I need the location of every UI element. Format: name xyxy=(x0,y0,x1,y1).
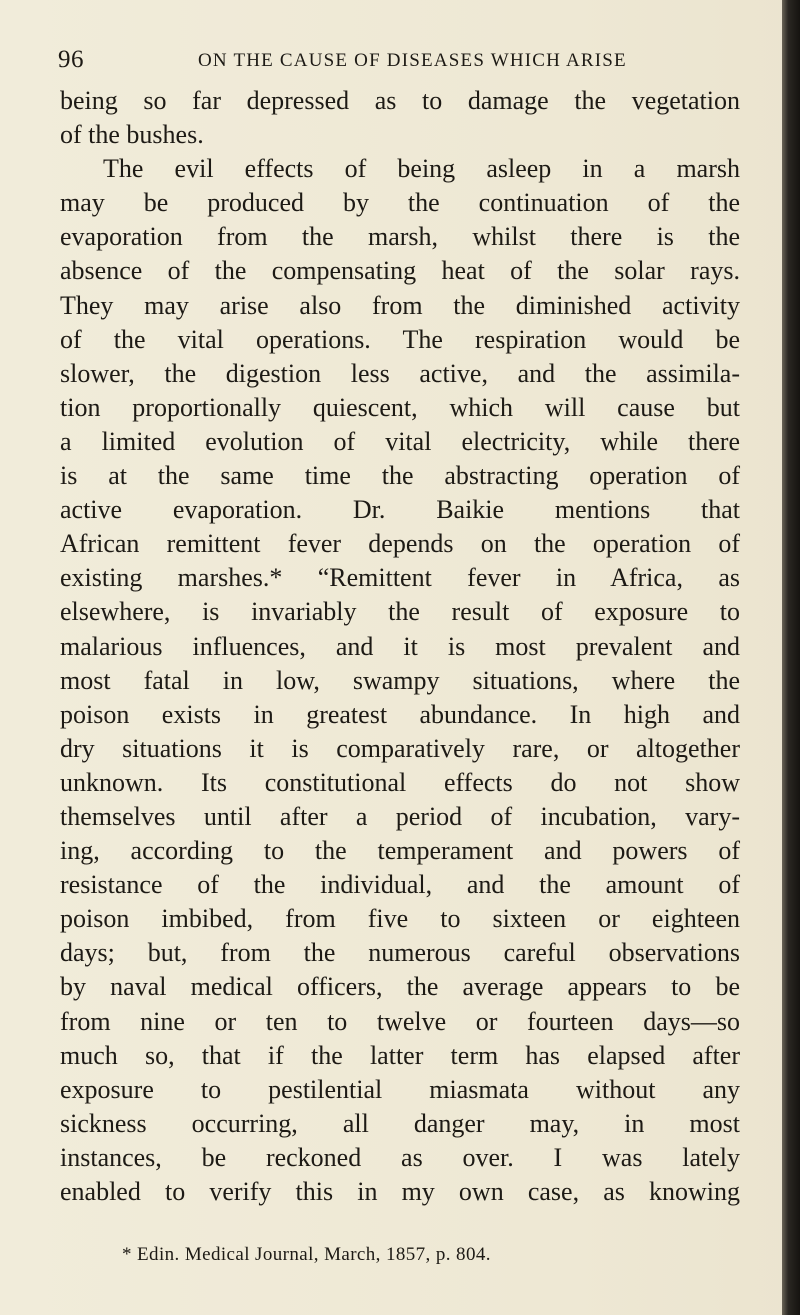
text-line: may be produced by the continuation of the xyxy=(60,188,740,218)
text-line: active evaporation. Dr. Baikie mentions that xyxy=(60,495,740,525)
footnote: * Edin. Medical Journal, March, 1857, p. 804. xyxy=(122,1244,491,1265)
text-line: slower, the digestion less active, and the assimila- xyxy=(60,358,740,388)
text-line: tion proportionally quiescent, which will cause but xyxy=(60,392,740,422)
book-spine-shadow xyxy=(782,0,800,1315)
text-line: existing marshes.* “Remittent fever in Africa, as xyxy=(60,563,740,593)
text-line: dry situations it is comparatively rare, or altogether xyxy=(60,733,740,763)
page-number: 96 xyxy=(58,46,84,73)
text-line: days; but, from the numerous careful observations xyxy=(60,938,740,968)
text-line: unknown. Its constitutional effects do not show xyxy=(60,767,740,797)
running-title: ON THE CAUSE OF DISEASES WHICH ARISE xyxy=(198,50,627,71)
text-line: of the bushes. xyxy=(60,120,204,150)
text-line: malarious influences, and it is most prevalent and xyxy=(60,631,740,661)
text-line: exposure to pestilential miasmata without any xyxy=(60,1074,740,1104)
text-line: ing, according to the temperament and powers of xyxy=(60,836,740,866)
text-line: being so far depressed as to damage the vegetation xyxy=(60,86,740,115)
text-line: evaporation from the marsh, whilst there is the xyxy=(60,222,740,252)
text-line: elsewhere, is invariably the result of exposure to xyxy=(60,597,740,627)
text-line: resistance of the individual, and the amount of xyxy=(60,870,740,900)
text-line: poison exists in greatest abundance. In high and xyxy=(60,699,740,729)
text-line: poison imbibed, from five to sixteen or eighteen xyxy=(60,904,740,934)
text-line: of the vital operations. The respiration would be xyxy=(60,324,740,354)
page-header xyxy=(58,46,748,86)
body-text xyxy=(60,84,740,1209)
text-line: African remittent fever depends on the operation of xyxy=(60,529,740,559)
text-line: much so, that if the latter term has elapsed after xyxy=(60,1040,740,1070)
text-line: sickness occurring, all danger may, in most xyxy=(60,1108,740,1138)
text-line: by naval medical officers, the average appears to be xyxy=(60,972,740,1002)
text-line: instances, be reckoned as over. I was lately xyxy=(60,1142,740,1172)
text-line: enabled to verify this in my own case, as knowing xyxy=(60,1177,740,1206)
text-line: themselves until after a period of incubation, vary- xyxy=(60,801,740,831)
text-line: from nine or ten to twelve or fourteen days—so xyxy=(60,1006,740,1036)
text-line: They may arise also from the diminished activity xyxy=(60,290,740,320)
text-line: most fatal in low, swampy situations, where the xyxy=(60,665,740,695)
text-line: a limited evolution of vital electricity, while there xyxy=(60,426,740,456)
text-line: The evil effects of being asleep in a marsh xyxy=(103,154,740,184)
text-line: is at the same time the abstracting operation of xyxy=(60,461,740,491)
text-line: absence of the compensating heat of the solar rays. xyxy=(60,256,740,286)
